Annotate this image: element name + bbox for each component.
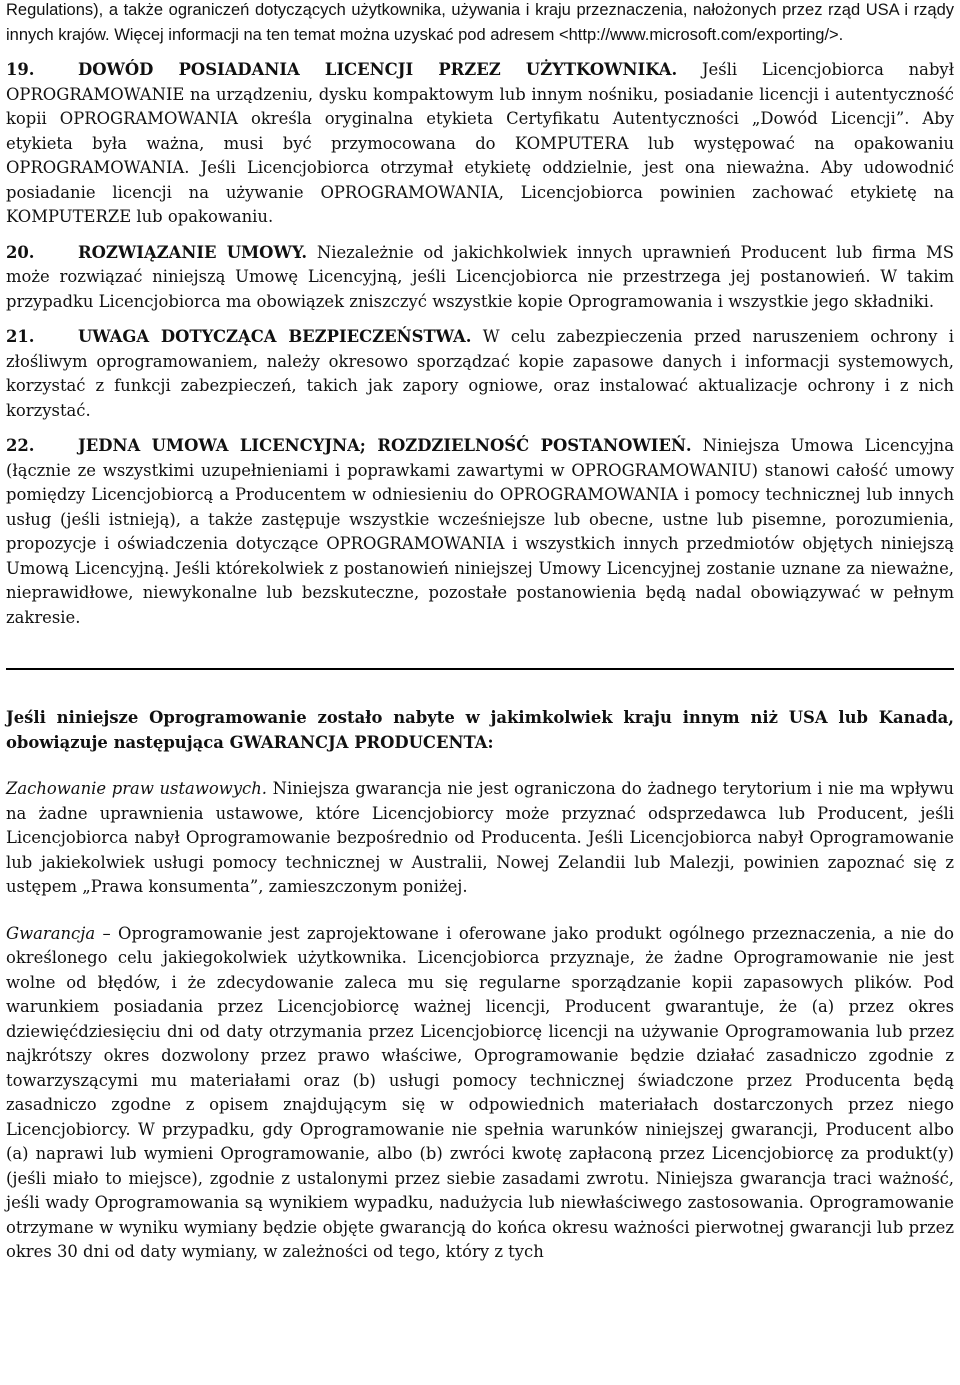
section-body: Jeśli Licencjobiorca nabył OPROGRAMOWANIE na urządzeniu, dysku kompaktowym lub innym nośniku, posiadanie licencji i autentyczność kopii OPROGRAMOWANIA określa oryginalna etykieta Certyfikatu Autentyczności „Dowód Licencji”. Aby etykieta była ważna, musi być przymocowana do KOMPUTERA lub występować na opakowaniu OPROGRAMOWANIA. Jeśli Licencjobiorca otrzymał etykietę oddzielnie, jest ona nieważna. Aby udowodnić posiadanie licencji na używanie OPROGRAMOWANIA, Licencjobiorca powinien zachować etykietę na KOMPUTERZE lub opakowaniu. — [6, 60, 955, 226]
warranty-paragraph — [6, 922, 954, 1265]
section-21 — [6, 325, 954, 423]
section-heading: DOWÓD POSIADANIA LICENCJI PRZEZ UŻYTKOWNIKA. — [78, 60, 678, 79]
warranty-body: – Oprogramowanie jest zaprojektowane i oferowane jako produkt ogólnego przeznaczenia, a nie do określonego celu jakiegokolwiek użytkownika. Licencjobiorca przyznaje, że żadne Oprogramowanie nie jest wolne od błędów, i że zdecydowanie zaleca mu się regularne sporządzanie kopii zapasowych plików. Pod warunkiem posiadania przez Licencjobiorcę ważnej licencji, Producent gwarantuje, że (a) przez okres dziewięćdziesięciu dni od daty otrzymania przez Licencjobiorcę licencji na używanie Oprogramowania lub przez najkrótszy okres dozwolony przez prawo właściwe, Oprogramowanie będzie działać zasadniczo zgodnie z towarzyszącymi mu materiałami oraz (b) usługi pomocy technicznej świadczone przez Producenta będą zasadniczo zgodne z opisem znajdującym się w odpowiednich materiałach dostarczonych przez niego Licencjobiorcy. W przypadku, gdy Oprogramowanie nie spełnia warunków niniejszej gwarancji, Producent albo (a) naprawi lub wymieni Oprogramowanie, albo (b) zwróci kwotę zapłaconą przez Licencjobiorcę za produkt(y) (jeśli miało to miejsce), zgodnie z ustalonymi przez siebie zasadami zwrotu. Niniejsza gwarancja traci ważność, jeśli wady Oprogramowania są wynikiem wypadku, nadużycia lub niewłaściwego zastosowania. Oprogramowanie otrzymane w wyniku wymiany będzie objęte gwarancją do końca okresu ważności pierwotnej gwarancji lub przez okres 30 dni od daty wymiany, w zależności od tego, który z tych — [6, 923, 954, 1261]
section-heading: ROZWIĄZANIE UMOWY. — [78, 242, 308, 262]
warranty-lead: Gwarancja — [6, 923, 96, 943]
section-number: 19. — [6, 60, 35, 79]
section-number: 22. — [6, 436, 35, 455]
consumer-rights-body: Niniejsza gwarancja nie jest ograniczona do żadnego terytorium i nie ma wpływu na żadne uprawnienia ustawowe, które Licencjobiorcy może przyznać odsprzedawca lub Producent, jeśli Licencjobiorca nabył Oprogramowanie bezpośrednio od Producenta. Jeśli Licencjobiorca nabył Oprogramowanie lub jakiekolwiek usługi pomocy technicznej w Australii, Nowej Zelandii lub Malezji, powinien zapoznać się z ustępem „Prawa konsumenta”, zamieszczonym poniżej. — [6, 779, 954, 896]
section-divider — [6, 668, 954, 670]
section-19 — [6, 58, 954, 230]
consumer-rights-paragraph — [6, 777, 954, 900]
section-number: 21. — [6, 327, 35, 346]
section-20 — [6, 241, 954, 315]
section-body: Niezależnie od jakichkolwiek innych uprawnień Producent lub firma MS może rozwiązać niniejszą Umowę Licencyjną, jeśli Licencjobiorca nie przestrzega jej postanowień. W takim przypadku Licencjobiorca ma obowiązek zniszczyć wszystkie kopie Oprogramowania i wszystkie jego składniki. — [6, 242, 954, 311]
warranty-intro: Jeśli niniejsze Oprogramowanie zostało nabyte w jakimkolwiek kraju innym niż USA lub Kanada, obowiązuje następująca GWARANCJA PRODUCENTA: — [6, 708, 954, 752]
section-heading: JEDNA UMOWA LICENCYJNA; ROZDZIELNOŚĆ POSTANOWIEŃ. — [78, 436, 692, 455]
section-heading: UWAGA DOTYCZĄCA BEZPIECZEŃSTWA. — [78, 327, 472, 346]
section-body: Niniejsza Umowa Licencyjna (łącznie ze wszystkimi uzupełnieniami i poprawkami zawartymi w OPROGRAMOWANIU) stanowi całość umowy pomiędzy Licencjobiorcą a Producentem w odniesieniu do OPROGRAMOWANIA i pomocy technicznej lub innych usług (jeśli istnieją), a także zastępuje wszystkie wcześniejsze lub obecne, ustne lub pisemne, porozumienia, propozycje i oświadczenia dotyczące OPROGRAMOWANIA i wszystkich innych przedmiotów objętych niniejszą Umową Licencyjną. Jeśli którekolwiek z postanowień niniejszej Umowy Licencyjnej zostanie uznane za nieważne, nieprawidłowe, niewykonalne lub bezskuteczne, pozostałe postanowienia będą nadal obowiązywać w pełnym zakresie. — [6, 436, 954, 627]
consumer-rights-lead: Zachowanie praw ustawowych. — [6, 779, 267, 798]
section-22 — [6, 434, 954, 630]
section-body: W celu zabezpieczenia przed naruszeniem ochrony i złośliwym oprogramowaniem, należy okresowo sporządzać kopie zapasowe danych i informacji systemowych, korzystać z funkcji zabezpieczeń, takich jak zapory ogniowe, oraz instalować aktualizacje ochrony i z nich korzystać. — [6, 327, 954, 420]
section-number: 20. — [6, 242, 35, 262]
export-paragraph — [6, 0, 954, 47]
export-text: Regulations), a także ograniczeń dotyczących użytkownika, używania i kraju przeznaczenia, nałożonych przez rząd USA i rządy innych krajów. Więcej informacji na ten temat można uzyskać pod adresem <http://www.microsoft.com/exporting/>. — [6, 1, 954, 44]
